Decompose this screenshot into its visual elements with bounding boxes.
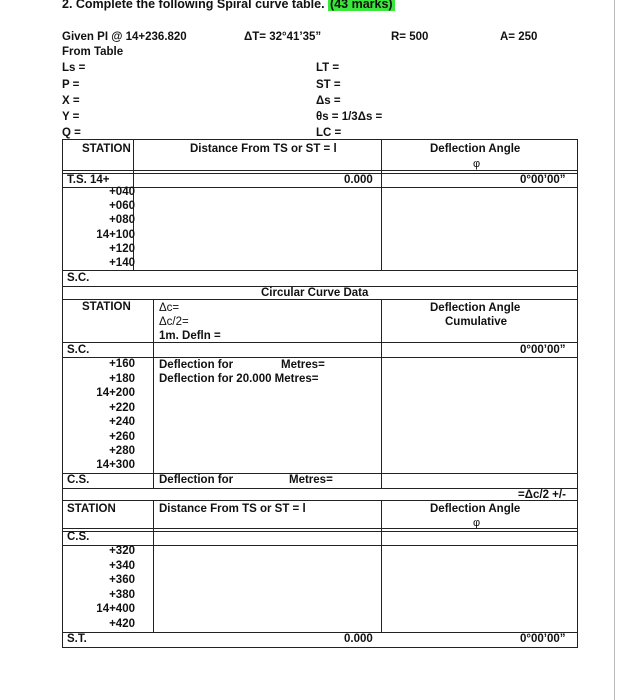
rule (62, 632, 578, 633)
col-divider (381, 299, 382, 488)
station: +280 (109, 445, 135, 457)
rule (62, 545, 578, 546)
given-radius: R= 500 (391, 31, 429, 43)
st-label: S.T. (67, 633, 87, 645)
header-station: STATION (82, 143, 131, 155)
circ-sc-deflection: 0°00’00” (520, 344, 566, 356)
station: +120 (109, 243, 135, 255)
one-metre-defln: 1m. Defln = (159, 330, 221, 342)
var-theta-s: θs = 1/3Δs = (316, 111, 383, 123)
sp2-header-distance: Distance From TS or ST = l (159, 503, 306, 515)
rule (62, 528, 578, 529)
rule (62, 139, 578, 140)
st-deflection: 0°00’00” (520, 633, 566, 645)
station: 14+400 (96, 603, 135, 615)
station: +220 (109, 402, 135, 414)
col-divider (153, 500, 154, 632)
var-ls: Ls = (62, 62, 86, 74)
rule (62, 357, 578, 358)
var-lc: LC = (316, 127, 342, 139)
phi-symbol: φ (473, 158, 481, 170)
deflection-20m: Deflection for 20.000 Metres= (159, 373, 319, 385)
circ-sc-label: S.C. (67, 344, 90, 356)
col-divider (153, 299, 154, 488)
rule (62, 187, 578, 188)
rule (62, 170, 578, 171)
sp2-header-deflection: Deflection Angle (430, 503, 521, 515)
station: +380 (109, 589, 135, 601)
var-delta-s: Δs = (316, 95, 341, 107)
page-edge (614, 0, 615, 700)
var-st: ST = (316, 79, 341, 91)
station: +260 (109, 431, 135, 443)
header-distance: Distance From TS or ST = l (190, 143, 337, 155)
station: 14+100 (96, 229, 135, 241)
station: 14+200 (96, 387, 135, 399)
delta-formula: =Δc/2 +/- (518, 489, 566, 501)
circ-header-deflection: Deflection Angle (430, 302, 521, 314)
circ-header-station: STATION (82, 301, 131, 313)
rule (62, 647, 578, 648)
rule (62, 173, 578, 174)
given-pi: Given PI @ 14+236.820 (62, 31, 187, 43)
table-border-right (577, 139, 578, 648)
given-a: A= 250 (500, 31, 538, 43)
rule (62, 342, 578, 343)
rule (62, 488, 578, 489)
col-divider (381, 500, 382, 632)
station: +060 (109, 200, 135, 212)
given-delta-t: ΔT= 32°41’35” (244, 31, 322, 43)
header-deflection: Deflection Angle (430, 143, 521, 155)
phi-symbol: φ (473, 517, 481, 529)
cs-deflection-for: Deflection for (159, 474, 234, 486)
station: +160 (109, 358, 135, 370)
cs-metres-label: Metres= (289, 474, 333, 486)
from-table: From Table (62, 46, 124, 58)
sp2-header-station: STATION (67, 503, 116, 515)
var-lt: LT = (316, 62, 340, 74)
station: +320 (109, 545, 135, 557)
question-title: 2. Complete the following Spiral curve table. (43 marks) (62, 0, 395, 11)
metres-label: Metres= (281, 359, 325, 371)
station: +140 (109, 257, 135, 269)
circ-header-cumulative: Cumulative (445, 316, 507, 328)
st-distance: 0.000 (344, 633, 373, 645)
var-y: Y = (62, 111, 80, 123)
var-q: Q = (62, 127, 81, 139)
station: +340 (109, 560, 135, 572)
delta-c: Δc= (159, 302, 180, 314)
ts-station: T.S. 14+ (67, 174, 110, 186)
station: 14+300 (96, 459, 135, 471)
col-divider (381, 139, 382, 270)
station: +180 (109, 373, 135, 385)
delta-c-half: Δc/2= (159, 316, 189, 328)
var-x: X = (62, 95, 80, 107)
deflection-for: Deflection for (159, 359, 234, 371)
circular-title: Circular Curve Data (261, 287, 369, 299)
rule (62, 270, 578, 271)
var-p: P = (62, 79, 80, 91)
cs-label: C.S. (67, 474, 90, 486)
sc-label: S.C. (67, 272, 90, 284)
station: +420 (109, 618, 135, 630)
ts-distance: 0.000 (344, 174, 373, 186)
station: +040 (109, 186, 135, 198)
rule (62, 299, 578, 300)
station: +360 (109, 574, 135, 586)
marks-highlight: (43 marks) (328, 0, 395, 11)
station: +240 (109, 416, 135, 428)
sp2-cs-label: C.S. (67, 531, 90, 543)
ts-deflection: 0°00’00” (520, 174, 566, 186)
rule (62, 500, 578, 501)
rule (62, 531, 578, 532)
station: +080 (109, 214, 135, 226)
